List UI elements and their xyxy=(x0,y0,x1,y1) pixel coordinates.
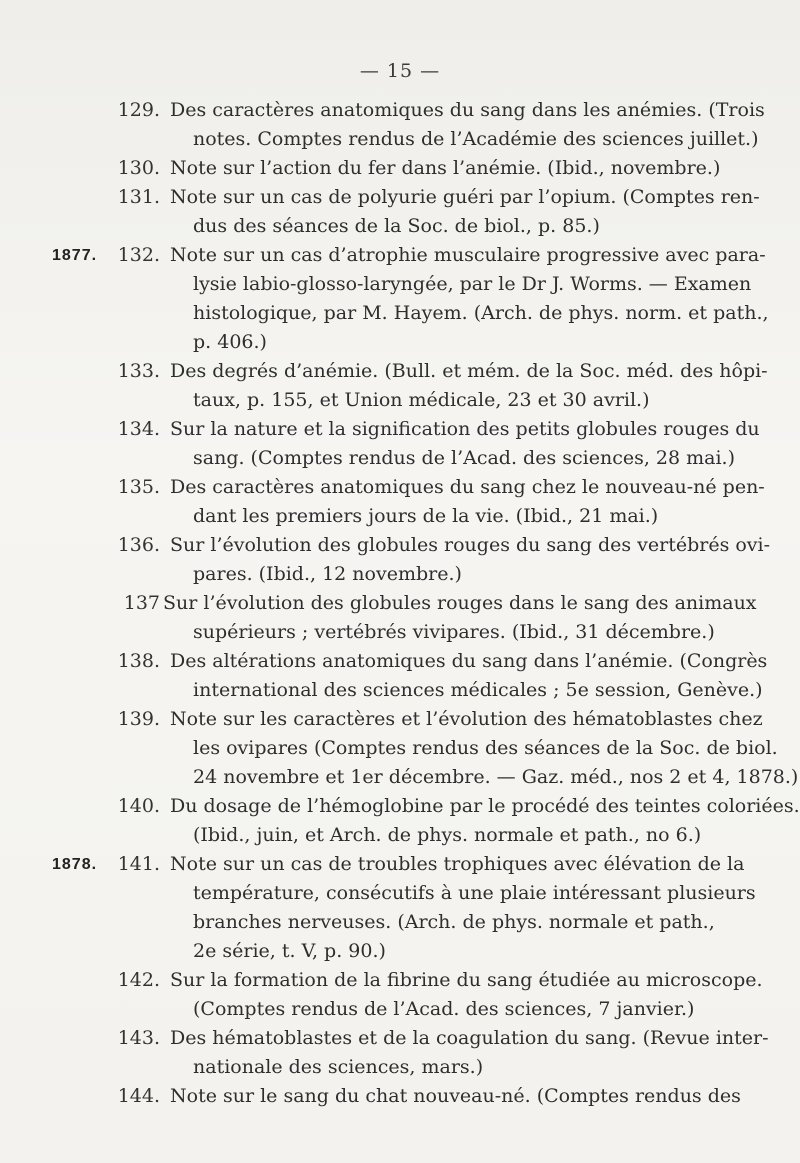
list-item xyxy=(0,705,800,792)
list-item xyxy=(0,966,800,1024)
entry-line: Des hématoblastes et de la coagulation du sang. (Revue inter- xyxy=(170,1027,769,1049)
entry-line: Des altérations anatomiques du sang dans l’anémie. (Congrès xyxy=(170,650,768,672)
entry-line: (Ibid., juin, et Arch. de phys. normale et path., no 6.) xyxy=(193,824,702,846)
entry-line: Note sur les caractères et l’évolution des hématoblastes chez xyxy=(170,708,763,730)
entry-line: Note sur l’action du fer dans l’anémie. (Ibid., novembre.) xyxy=(170,157,721,179)
list-item xyxy=(0,357,800,415)
entry-number: 132. xyxy=(117,244,160,266)
list-item xyxy=(0,241,800,357)
entry-number: 141. xyxy=(117,853,160,875)
list-item xyxy=(0,96,800,154)
entry-line: supérieurs ; vertébrés vivipares. (Ibid., 31 décembre.) xyxy=(193,621,715,643)
entry-line: dus des séances de la Soc. de biol., p. 85.) xyxy=(193,215,600,237)
page-number: — 15 — xyxy=(359,60,441,82)
entry-line: histologique, par M. Hayem. (Arch. de phys. norm. et path., xyxy=(193,302,769,324)
entry-line: Des caractères anatomiques du sang dans les anémies. (Trois xyxy=(170,99,765,121)
entry-line: Note sur un cas de polyurie guéri par l’opium. (Comptes ren- xyxy=(170,186,760,208)
entry-line: Sur l’évolution des globules rouges du sang des vertébrés ovi- xyxy=(170,534,771,556)
entry-line: branches nerveuses. (Arch. de phys. normale et path., xyxy=(193,911,715,933)
list-item xyxy=(0,589,800,647)
entry-line: (Comptes rendus de l’Acad. des sciences, 7 janvier.) xyxy=(193,998,695,1020)
entry-number: 133. xyxy=(117,360,160,382)
list-item xyxy=(0,850,800,966)
entry-line: Des caractères anatomiques du sang chez le nouveau-né pen- xyxy=(170,476,765,498)
entry-line: température, consécutifs à une plaie intéressant plusieurs xyxy=(193,882,756,904)
entry-number: 140. xyxy=(117,795,160,817)
entry-number: 144. xyxy=(117,1085,160,1107)
entry-line: sang. (Comptes rendus de l’Acad. des sciences, 28 mai.) xyxy=(193,447,735,469)
entry-number: 143. xyxy=(117,1027,160,1049)
entry-line: 24 novembre et 1er décembre. — Gaz. méd., nos 2 et 4, 1878.) xyxy=(193,766,799,788)
list-item xyxy=(0,647,800,705)
bibliography-list xyxy=(0,96,800,1111)
entry-line: Note sur un cas de troubles trophiques avec élévation de la xyxy=(170,853,745,875)
entry-line: Du dosage de l’hémoglobine par le procédé des teintes coloriées. xyxy=(170,795,800,817)
year-marker: 1878. xyxy=(52,856,98,873)
list-item xyxy=(0,531,800,589)
entry-line: pares. (Ibid., 12 novembre.) xyxy=(193,563,462,585)
list-item xyxy=(0,154,800,183)
entry-line: p. 406.) xyxy=(193,331,267,353)
list-item xyxy=(0,415,800,473)
list-item xyxy=(0,473,800,531)
entry-number: 136. xyxy=(117,534,160,556)
entry-line: nationale des sciences, mars.) xyxy=(193,1056,484,1078)
list-item xyxy=(0,792,800,850)
list-item xyxy=(0,1082,800,1111)
entry-number: 134. xyxy=(117,418,160,440)
entry-line: Sur la formation de la fibrine du sang étudiée au microscope. xyxy=(170,969,763,991)
entry-number: 130. xyxy=(117,157,160,179)
entry-number: 142. xyxy=(117,969,160,991)
entry-number: 137 xyxy=(123,592,160,614)
entry-number: 135. xyxy=(117,476,160,498)
entry-line: Des degrés d’anémie. (Bull. et mém. de la Soc. méd. des hôpi- xyxy=(170,360,768,382)
entry-line: international des sciences médicales ; 5e session, Genève.) xyxy=(193,679,763,701)
year-marker: 1877. xyxy=(52,247,98,264)
list-item xyxy=(0,183,800,241)
entry-line: Note sur le sang du chat nouveau-né. (Comptes rendus des xyxy=(170,1085,741,1107)
entry-line: notes. Comptes rendus de l’Académie des sciences juillet.) xyxy=(193,128,759,150)
entry-line: taux, p. 155, et Union médicale, 23 et 30 avril.) xyxy=(193,389,650,411)
entry-number: 139. xyxy=(117,708,160,730)
entry-line: 2e série, t. V, p. 90.) xyxy=(193,940,386,962)
entry-number: 138. xyxy=(117,650,160,672)
list-item xyxy=(0,1024,800,1082)
entry-line: les ovipares (Comptes rendus des séances de la Soc. de biol. xyxy=(193,737,778,759)
entry-line: Sur la nature et la signification des petits globules rouges du xyxy=(170,418,760,440)
entry-number: 129. xyxy=(117,99,160,121)
entry-number: 131. xyxy=(117,186,160,208)
entry-line: lysie labio-glosso-laryngée, par le Dr J. Worms. — Examen xyxy=(193,273,752,295)
entry-line: dant les premiers jours de la vie. (Ibid., 21 mai.) xyxy=(193,505,659,527)
entry-line: Sur l’évolution des globules rouges dans le sang des animaux xyxy=(163,592,757,614)
entry-line: Note sur un cas d’atrophie musculaire progressive avec para- xyxy=(170,244,766,266)
